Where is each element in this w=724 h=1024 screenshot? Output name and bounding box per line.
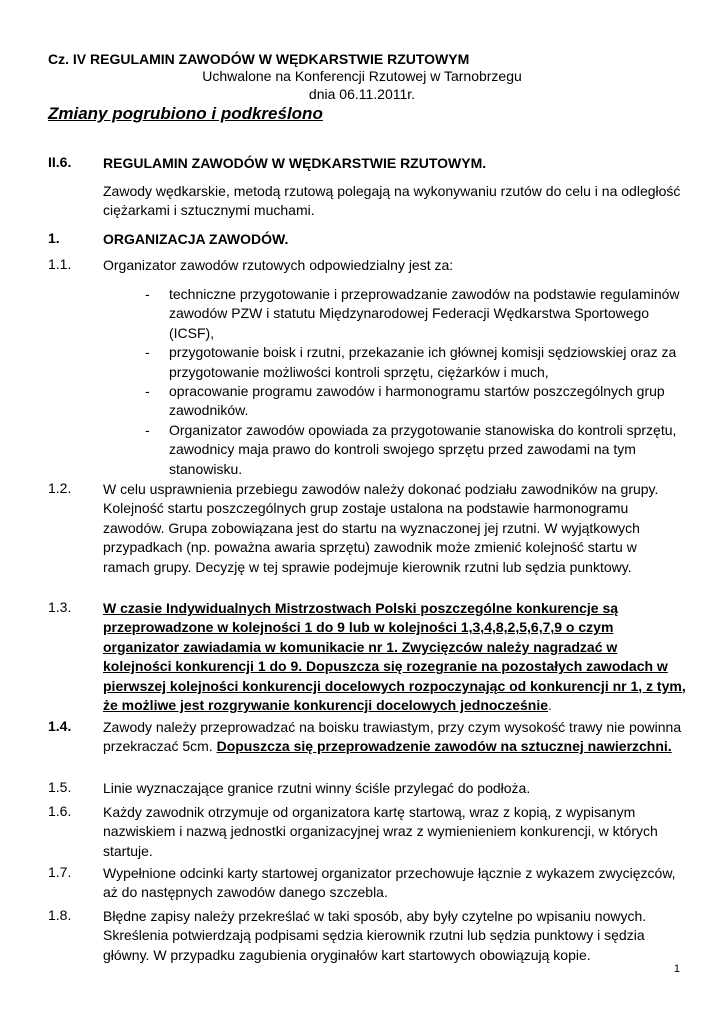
list-item bbox=[145, 382, 690, 421]
paragraph-1-3-period: . bbox=[548, 697, 552, 714]
document-subtitle-line2: dnia 06.11.2011r. bbox=[308, 86, 416, 102]
paragraph-1-3-emphasis: W czasie Indywidualnych Mistrzostwach Polski poszczególne konkurencje są przeprowadzone w kolejności 1 do 9 lub w kolejności 1,3,4,8,2,5,6,7,9 o czym organizator zawiadamia w komunikacie nr 1. Zwycięzców należy nagradzać w kolejności konkurencji 1 do 9. Dopuszcza się rozegranie na pozostałych zawodach w pierwszej kolejności konkurencji docelowych rozpoczynając od konkurencji nr 1, z tym, że możliwe jest rozgrywanie konkurencji docelowych jednocześnie bbox=[103, 600, 686, 714]
paragraph-number-1-8: 1.8. bbox=[48, 907, 72, 923]
page-number: 1 bbox=[673, 963, 680, 975]
paragraph-number-1-5: 1.5. bbox=[48, 779, 72, 795]
bullet-dash: - bbox=[145, 286, 150, 302]
document-subtitle-line1: Uchwalone na Konferencji Rzutowej w Tarnobrzegu bbox=[202, 68, 522, 84]
paragraph-number-1-6: 1.6. bbox=[48, 803, 72, 819]
paragraph-number-1-3: 1.3. bbox=[48, 599, 72, 615]
paragraph-1-3 bbox=[103, 599, 687, 715]
paragraph-number-1-4: 1.4. bbox=[48, 718, 72, 734]
paragraph-number-1-2: 1.2. bbox=[48, 480, 72, 496]
list-item-text: opracowanie programu zawodów i harmonogramu startów poszczególnych grup zawodników. bbox=[169, 383, 665, 419]
list-item bbox=[145, 285, 690, 343]
section-number: II.6. bbox=[48, 154, 72, 170]
paragraph-1-4 bbox=[103, 718, 687, 757]
document-title: Cz. IV REGULAMIN ZAWODÓW W WĘDKARSTWIE RZUTOWYM bbox=[48, 51, 470, 67]
list-item bbox=[145, 343, 690, 382]
bullet-dash: - bbox=[145, 421, 150, 438]
paragraph-1-7: Wypełnione odcinki karty startowej organizator przechowuje łącznie z wykazem zwycięzców, aż do następnych zawodów danego szczebla. bbox=[103, 865, 676, 901]
paragraph-1-6: Każdy zawodnik otrzymuje od organizatora kartę startową, wraz z kopią, z wypisanym nazwiskiem i nazwą jednostki organizacyjnej wraz z wymienieniem konkurencji, w których startuje. bbox=[103, 804, 658, 859]
paragraph-number-1-1: 1.1. bbox=[48, 256, 72, 272]
changes-note: Zmiany pogrubiono i podkreślono bbox=[48, 104, 323, 123]
list-item-text: Organizator zawodów opowiada za przygotowanie stanowiska do kontroli sprzętu, zawodnicy maja prawo do kontroli swojego sprzętu przed zawodami na tym stanowisku. bbox=[169, 421, 677, 477]
paragraph-1-4-emphasis: Dopuszcza się przeprowadzenie zawodów na sztucznej nawierzchni. bbox=[216, 738, 672, 755]
paragraph-1-1: Organizator zawodów rzutowych odpowiedzialny jest za: bbox=[103, 257, 454, 273]
paragraph-1-8: Błędne zapisy należy przekreślać w taki sposób, aby były czytelne po wpisaniu nowych. Skreślenia potwierdzają podpisami sędzia kierownik rzutni lub sędzia punktowy i sędzia główny. W przypadku zagubienia oryginałów kart startowych obowiązują kopie. bbox=[103, 908, 647, 963]
paragraph-1-4-text: Zawody należy przeprowadzać na boisku trawiastym, przy czym wysokość trawy nie powinna przekraczać 5cm. bbox=[103, 719, 682, 755]
paragraph-1-2: W celu usprawnienia przebiegu zawodów należy dokonać podziału zawodników na grupy. Kolejność startu poszczególnych grup zostaje ustalona na podstawie harmonogramu zawodów. Grupa zobowiązana jest do startu na wyznaczonej jej rzutni. W wyjątkowych przypadkach (np. poważna awaria sprzętu) zawodnik może zmienić kolejność startu w ramach grupy. Decyzję w tej sprawie podejmuje kierownik rzutni lub sędzia punktowy. bbox=[103, 481, 659, 575]
paragraph-number-1-7: 1.7. bbox=[48, 864, 72, 880]
organizer-duties-list bbox=[145, 285, 690, 479]
chapter-title: ORGANIZACJA ZAWODÓW. bbox=[103, 231, 289, 247]
list-item-text: przygotowanie boisk i rzutni, przekazanie ich głównej komisji sędziowskiej oraz za przygotowanie możliwości kontroli sprzętu, ciężarków i much, bbox=[169, 344, 677, 380]
paragraph-1-5: Linie wyznaczające granice rzutni winny ściśle przylegać do podłoża. bbox=[103, 780, 531, 796]
bullet-dash: - bbox=[145, 344, 150, 361]
bullet-dash: - bbox=[145, 383, 150, 400]
section-intro: Zawody wędkarskie, metodą rzutową polegają na wykonywaniu rzutów do celu i na odległość ciężarkami i sztucznymi muchami. bbox=[103, 183, 681, 219]
list-item bbox=[145, 421, 690, 479]
list-item-text: techniczne przygotowanie i przeprowadzanie zawodów na podstawie regulaminów zawodów PZW i statutu Międzynarodowej Federacji Wędkarstwa Sportowego (ICSF), bbox=[169, 286, 680, 341]
section-title: REGULAMIN ZAWODÓW W WĘDKARSTWIE RZUTOWYM. bbox=[103, 155, 487, 171]
chapter-number: 1. bbox=[48, 230, 60, 246]
